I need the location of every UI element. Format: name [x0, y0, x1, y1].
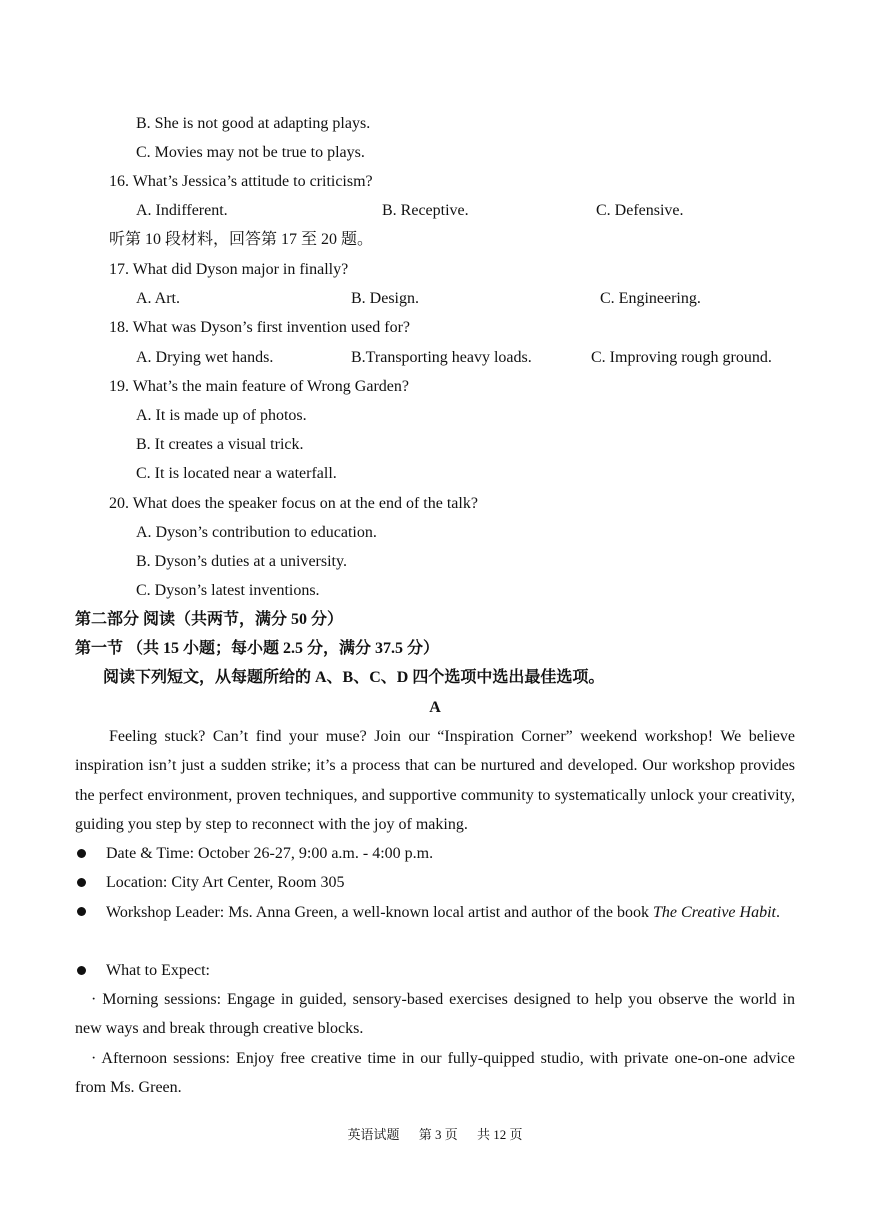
book-title: The Creative Habit: [653, 904, 776, 921]
q16-stem: 16. What’s Jessica’s attitude to criticism?: [109, 173, 373, 190]
leader-text: Workshop Leader: Ms. Anna Green, a well-known local artist and author of the book: [106, 904, 654, 921]
passage-label: A: [429, 699, 441, 716]
leader-suffix: .: [775, 904, 780, 921]
q15-option-c: C. Movies may not be true to plays.: [136, 144, 365, 161]
reading-instruction: 阅读下列短文，从每题所给的 A、B、C、D 四个选项中选出最佳选项。: [103, 669, 605, 686]
q20-option-c: C. Dyson’s latest inventions.: [136, 582, 320, 599]
passage10-instruction: 听第 10 段材料，回答第 17 至 20 题。: [109, 231, 374, 248]
intro-paragraph: Feeling stuck? Can’t find your muse? Join our “Inspiration Corner” weekend workshop! We believe inspiration isn’t just a sudden strike; it’s a process that can be nurtured and developed. Our workshop provides the perfect environment, proven techniques, and supportive community to systematically unlock your creativity, guiding you step by step to reconnect with the joy of making.: [75, 728, 795, 833]
footer-total: 共 12 页: [477, 1127, 523, 1142]
part-heading: 第二部分 阅读（共两节，满分 50 分）: [75, 611, 344, 628]
q19-option-c: C. It is located near a waterfall.: [136, 465, 337, 482]
q16-option-a: A. Indifferent.: [136, 202, 228, 219]
bullet-dot: [77, 849, 86, 858]
q17-option-a: A. Art.: [136, 290, 180, 307]
what-to-expect: What to Expect:: [106, 962, 210, 979]
q16-option-b: B. Receptive.: [382, 202, 469, 219]
q16-option-c: C. Defensive.: [596, 202, 684, 219]
q20-option-b: B. Dyson’s duties at a university.: [136, 553, 347, 570]
q19-option-a: A. It is made up of photos.: [136, 407, 307, 424]
bullet-dot: [77, 966, 86, 975]
q17-option-c: C. Engineering.: [600, 290, 701, 307]
q18-stem: 18. What was Dyson’s first invention used for?: [109, 319, 410, 336]
q20-stem: 20. What does the speaker focus on at the end of the talk?: [109, 495, 478, 512]
location: Location: City Art Center, Room 305: [106, 874, 345, 891]
footer-page: 第 3 页: [418, 1127, 458, 1142]
q17-stem: 17. What did Dyson major in finally?: [109, 261, 349, 278]
q15-option-b: B. She is not good at adapting plays.: [136, 115, 371, 132]
q19-stem: 19. What’s the main feature of Wrong Garden?: [109, 378, 409, 395]
q18-option-b: B.Transporting heavy loads.: [351, 349, 532, 366]
q18-option-a: A. Drying wet hands.: [136, 349, 274, 366]
page-footer: [0, 1124, 870, 1143]
footer-subject: 英语试题: [347, 1127, 400, 1142]
q18-option-c: C. Improving rough ground.: [591, 349, 772, 366]
q19-option-b: B. It creates a visual trick.: [136, 436, 304, 453]
section-heading: 第一节 （共 15 小题；每小题 2.5 分，满分 37.5 分）: [75, 640, 440, 657]
bullet-dot: [77, 878, 86, 887]
workshop-leader: [106, 898, 795, 927]
q17-option-b: B. Design.: [351, 290, 419, 307]
date-time: Date & Time: October 26-27, 9:00 a.m. - 4:00 p.m.: [106, 845, 434, 862]
morning-sessions: · Morning sessions: Engage in guided, sensory-based exercises designed to help you observe the world in new ways and break through creative blocks.: [75, 991, 795, 1038]
afternoon-sessions: · Afternoon sessions: Enjoy free creative time in our fully-quipped studio, with private one-on-one advice from Ms. Green.: [75, 1050, 795, 1097]
q20-option-a: A. Dyson’s contribution to education.: [136, 524, 377, 541]
bullet-dot: [77, 907, 86, 916]
